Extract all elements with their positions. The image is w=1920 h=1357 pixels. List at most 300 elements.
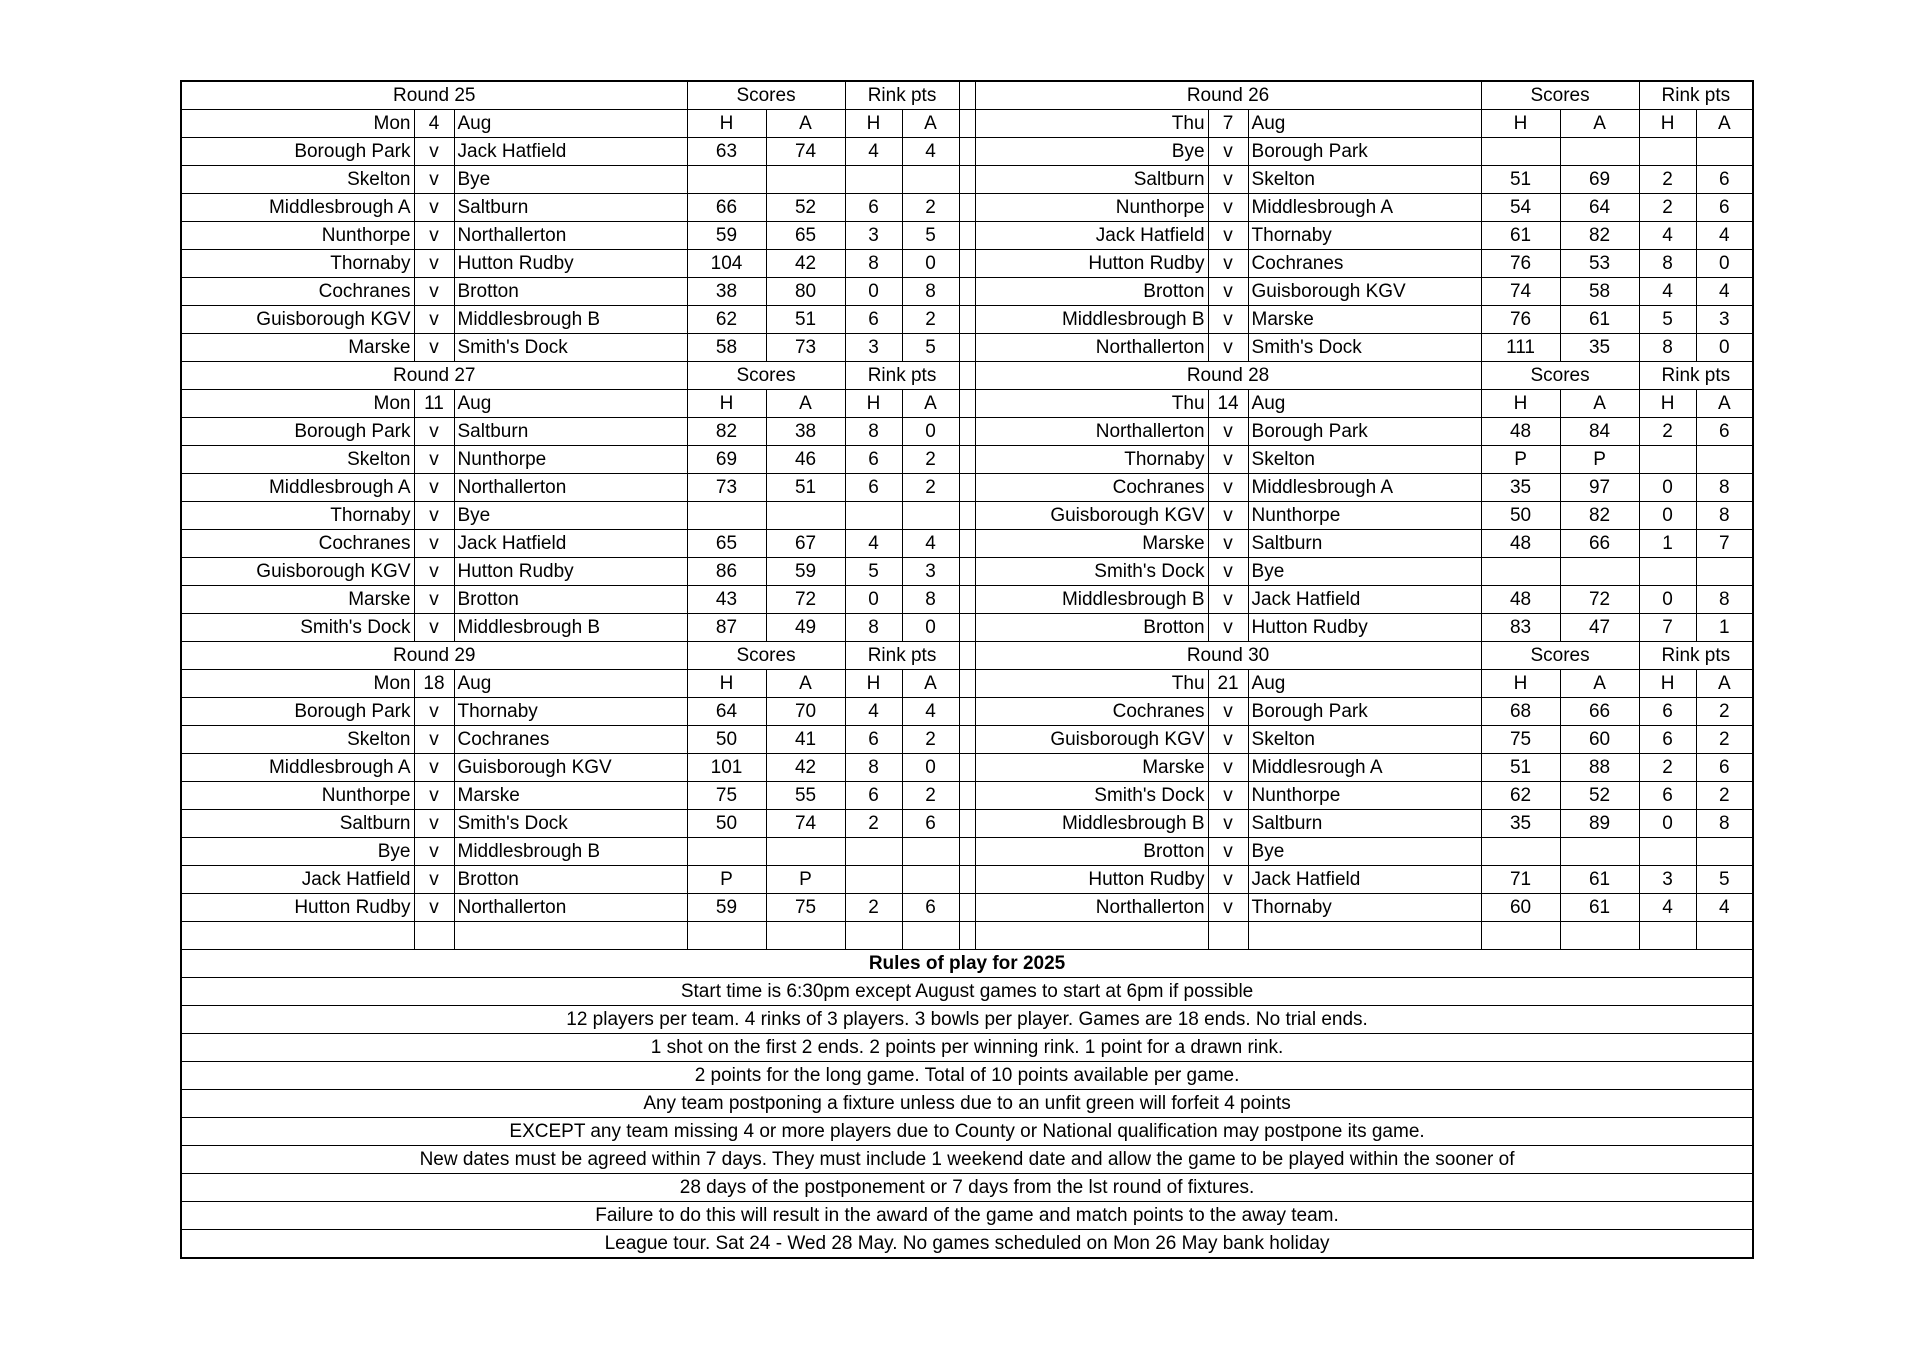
home-rink-points: 6 (1639, 698, 1696, 726)
rule-line: 28 days of the postponement or 7 days from the lst round of fixtures. (181, 1174, 1753, 1202)
away-team: Thornaby (1248, 222, 1481, 250)
home-team: Smith's Dock (975, 782, 1208, 810)
column-separator (959, 642, 975, 670)
home-rink-points: 6 (1639, 726, 1696, 754)
score-column-label: H (1481, 390, 1560, 418)
column-separator (959, 222, 975, 250)
scores-header: Scores (687, 81, 845, 110)
round-month: Aug (454, 390, 687, 418)
away-team: Skelton (1248, 726, 1481, 754)
home-rink-points: 6 (845, 194, 902, 222)
column-separator (959, 418, 975, 446)
home-score: 61 (1481, 222, 1560, 250)
home-team: Northallerton (975, 894, 1208, 922)
fixture-row (181, 866, 1753, 894)
versus-marker: v (414, 810, 454, 838)
away-team: Nunthorpe (1248, 782, 1481, 810)
column-separator (959, 250, 975, 278)
home-team: Borough Park (181, 138, 414, 166)
home-team: Jack Hatfield (975, 222, 1208, 250)
away-team: Saltburn (1248, 810, 1481, 838)
away-rink-points (902, 838, 959, 866)
away-score (766, 838, 845, 866)
empty-cell (181, 922, 414, 950)
rule-row (181, 1090, 1753, 1118)
home-rink-points: 2 (1639, 194, 1696, 222)
home-score: 48 (1481, 586, 1560, 614)
column-separator (959, 138, 975, 166)
home-team: Thornaby (975, 446, 1208, 474)
empty-cell (845, 922, 902, 950)
away-score: 46 (766, 446, 845, 474)
home-score (687, 166, 766, 194)
away-score: 52 (1560, 782, 1639, 810)
away-score: 89 (1560, 810, 1639, 838)
home-score: 35 (1481, 810, 1560, 838)
away-team: Borough Park (1248, 418, 1481, 446)
round-date-number: 7 (1208, 110, 1248, 138)
home-rink-points: 0 (1639, 474, 1696, 502)
empty-cell (414, 922, 454, 950)
scores-header: Scores (1481, 362, 1639, 390)
away-score: 64 (1560, 194, 1639, 222)
home-score: 69 (687, 446, 766, 474)
away-rink-points: 2 (902, 446, 959, 474)
fixture-row (181, 334, 1753, 362)
round-day: Thu (975, 390, 1208, 418)
rule-line: Failure to do this will result in the award of the game and match points to the away team. (181, 1202, 1753, 1230)
round-date-number: 4 (414, 110, 454, 138)
away-rink-points: 2 (902, 306, 959, 334)
away-team: Cochranes (454, 726, 687, 754)
score-column-label: A (766, 670, 845, 698)
home-score: 111 (1481, 334, 1560, 362)
rule-line: Start time is 6:30pm except August games to start at 6pm if possible (181, 978, 1753, 1006)
away-score: 49 (766, 614, 845, 642)
versus-marker: v (414, 474, 454, 502)
column-separator (959, 530, 975, 558)
away-score: 42 (766, 754, 845, 782)
round-day: Mon (181, 110, 414, 138)
home-score (687, 502, 766, 530)
away-team: Jack Hatfield (1248, 866, 1481, 894)
fixture-row (181, 194, 1753, 222)
home-rink-points: 2 (1639, 418, 1696, 446)
round-date-number: 11 (414, 390, 454, 418)
home-team: Thornaby (181, 250, 414, 278)
away-rink-points: 8 (1696, 810, 1753, 838)
home-rink-points: 7 (1639, 614, 1696, 642)
away-rink-points: 5 (1696, 866, 1753, 894)
rink-column-label: H (1639, 110, 1696, 138)
away-rink-points: 6 (902, 810, 959, 838)
empty-cell (1208, 922, 1248, 950)
rule-row (181, 1118, 1753, 1146)
fixture-row (181, 558, 1753, 586)
column-separator (959, 502, 975, 530)
versus-marker: v (414, 278, 454, 306)
rink-column-label: H (1639, 390, 1696, 418)
rule-row (181, 1034, 1753, 1062)
rule-row (181, 1146, 1753, 1174)
rule-line: EXCEPT any team missing 4 or more players due to County or National qualification may postpone its game. (181, 1118, 1753, 1146)
versus-marker: v (414, 138, 454, 166)
fixture-row (181, 838, 1753, 866)
away-rink-points: 2 (902, 474, 959, 502)
scores-header: Scores (687, 362, 845, 390)
home-score: 59 (687, 894, 766, 922)
round-title: Round 27 (181, 362, 687, 390)
versus-marker: v (414, 726, 454, 754)
round-header-row (181, 362, 1753, 390)
away-rink-points (1696, 838, 1753, 866)
round-date-row (181, 110, 1753, 138)
home-rink-points: 3 (845, 222, 902, 250)
away-score: 52 (766, 194, 845, 222)
home-team: Cochranes (181, 530, 414, 558)
column-separator (959, 866, 975, 894)
home-score (687, 838, 766, 866)
home-rink-points (845, 166, 902, 194)
empty-cell (1696, 922, 1753, 950)
away-team: Brotton (454, 278, 687, 306)
column-separator (959, 446, 975, 474)
away-rink-points: 3 (1696, 306, 1753, 334)
home-rink-points (845, 502, 902, 530)
home-team: Middlesbrough B (975, 586, 1208, 614)
away-rink-points: 5 (902, 334, 959, 362)
fixture-row (181, 894, 1753, 922)
column-separator (959, 194, 975, 222)
home-score: 62 (1481, 782, 1560, 810)
versus-marker: v (1208, 782, 1248, 810)
home-team: Middlesbrough A (181, 474, 414, 502)
home-rink-points: 8 (845, 614, 902, 642)
away-score: 67 (766, 530, 845, 558)
versus-marker: v (1208, 698, 1248, 726)
column-separator (959, 334, 975, 362)
column-separator (959, 922, 975, 950)
scores-header: Scores (1481, 642, 1639, 670)
score-column-label: H (687, 670, 766, 698)
column-separator (959, 586, 975, 614)
home-rink-points: 6 (845, 306, 902, 334)
home-score: 76 (1481, 306, 1560, 334)
home-rink-points (1639, 558, 1696, 586)
home-team: Nunthorpe (181, 782, 414, 810)
home-team: Smith's Dock (975, 558, 1208, 586)
home-score: 60 (1481, 894, 1560, 922)
rink-column-label: A (902, 110, 959, 138)
empty-cell (1639, 922, 1696, 950)
away-rink-points: 8 (1696, 474, 1753, 502)
versus-marker: v (414, 334, 454, 362)
score-column-label: H (1481, 110, 1560, 138)
rule-row (181, 1006, 1753, 1034)
away-rink-points: 0 (902, 614, 959, 642)
round-month: Aug (1248, 670, 1481, 698)
empty-cell (687, 922, 766, 950)
versus-marker: v (1208, 866, 1248, 894)
versus-marker: v (1208, 502, 1248, 530)
home-team: Northallerton (975, 334, 1208, 362)
versus-marker: v (1208, 810, 1248, 838)
home-score: 54 (1481, 194, 1560, 222)
away-rink-points: 6 (902, 894, 959, 922)
home-score: 59 (687, 222, 766, 250)
fixture-row (181, 446, 1753, 474)
rink-column-label: H (845, 110, 902, 138)
away-score: 51 (766, 474, 845, 502)
away-rink-points (1696, 138, 1753, 166)
away-score: 41 (766, 726, 845, 754)
home-score: 62 (687, 306, 766, 334)
away-score: 74 (766, 138, 845, 166)
away-team: Middlesbrough B (454, 614, 687, 642)
home-team: Cochranes (975, 698, 1208, 726)
home-rink-points: 4 (845, 698, 902, 726)
home-score: 75 (687, 782, 766, 810)
rule-row (181, 1062, 1753, 1090)
versus-marker: v (414, 838, 454, 866)
column-separator (959, 390, 975, 418)
home-team: Skelton (181, 726, 414, 754)
round-title: Round 25 (181, 81, 687, 110)
fixture-row (181, 166, 1753, 194)
round-header-row (181, 81, 1753, 110)
away-rink-points: 8 (902, 586, 959, 614)
away-team: Nunthorpe (1248, 502, 1481, 530)
rink-column-label: H (845, 390, 902, 418)
column-separator (959, 614, 975, 642)
fixture-row (181, 586, 1753, 614)
home-score: 86 (687, 558, 766, 586)
home-score: 66 (687, 194, 766, 222)
round-day: Mon (181, 390, 414, 418)
away-team: Nunthorpe (454, 446, 687, 474)
home-rink-points: 4 (1639, 222, 1696, 250)
versus-marker: v (1208, 586, 1248, 614)
away-rink-points (1696, 446, 1753, 474)
versus-marker: v (414, 586, 454, 614)
home-score (1481, 138, 1560, 166)
column-separator (959, 474, 975, 502)
away-team: Northallerton (454, 474, 687, 502)
home-rink-points: 6 (845, 474, 902, 502)
empty-cell (1560, 922, 1639, 950)
away-score: 72 (1560, 586, 1639, 614)
round-header-row (181, 642, 1753, 670)
away-rink-points: 2 (1696, 698, 1753, 726)
versus-marker: v (414, 306, 454, 334)
away-rink-points: 6 (1696, 166, 1753, 194)
away-score: 66 (1560, 698, 1639, 726)
away-score: 61 (1560, 306, 1639, 334)
away-score: 60 (1560, 726, 1639, 754)
column-separator (959, 166, 975, 194)
home-team: Hutton Rudby (181, 894, 414, 922)
rule-line: New dates must be agreed within 7 days. They must include 1 weekend date and allow the game to be played within the sooner of (181, 1146, 1753, 1174)
rules-title-row (181, 950, 1753, 978)
home-rink-points: 0 (845, 278, 902, 306)
home-team: Guisborough KGV (181, 558, 414, 586)
round-title: Round 26 (975, 81, 1481, 110)
home-score: 48 (1481, 418, 1560, 446)
away-score: 51 (766, 306, 845, 334)
away-team: Smith's Dock (1248, 334, 1481, 362)
fixture-row (181, 726, 1753, 754)
away-rink-points: 6 (1696, 754, 1753, 782)
rule-line: 12 players per team. 4 rinks of 3 players. 3 bowls per player. Games are 18 ends. No trial ends. (181, 1006, 1753, 1034)
home-team: Nunthorpe (181, 222, 414, 250)
home-team: Thornaby (181, 502, 414, 530)
fixtures-table (180, 80, 1754, 1259)
home-rink-points: 3 (1639, 866, 1696, 894)
home-rink-points: 8 (845, 754, 902, 782)
home-team: Marske (181, 334, 414, 362)
away-team: Brotton (454, 866, 687, 894)
score-column-label: A (766, 390, 845, 418)
column-separator (959, 110, 975, 138)
versus-marker: v (414, 502, 454, 530)
away-score: 97 (1560, 474, 1639, 502)
away-score: 69 (1560, 166, 1639, 194)
home-score: 58 (687, 334, 766, 362)
home-score: 87 (687, 614, 766, 642)
score-column-label: H (687, 110, 766, 138)
fixture-row (181, 810, 1753, 838)
versus-marker: v (414, 166, 454, 194)
home-rink-points: 8 (845, 250, 902, 278)
home-score: 104 (687, 250, 766, 278)
home-team: Middlesbrough B (975, 810, 1208, 838)
home-rink-points: 8 (1639, 334, 1696, 362)
home-team: Brotton (975, 278, 1208, 306)
fixture-row (181, 754, 1753, 782)
away-team: Marske (454, 782, 687, 810)
home-team: Saltburn (975, 166, 1208, 194)
column-separator (959, 782, 975, 810)
versus-marker: v (1208, 138, 1248, 166)
versus-marker: v (1208, 334, 1248, 362)
away-team: Brotton (454, 586, 687, 614)
away-rink-points: 8 (1696, 586, 1753, 614)
home-team: Marske (975, 754, 1208, 782)
rule-row (181, 1174, 1753, 1202)
away-team: Middlesbrough A (1248, 474, 1481, 502)
away-rink-points: 1 (1696, 614, 1753, 642)
rink-points-header: Rink pts (1639, 642, 1753, 670)
home-rink-points: 6 (845, 446, 902, 474)
empty-cell (975, 922, 1208, 950)
home-rink-points: 4 (1639, 894, 1696, 922)
fixture-row (181, 278, 1753, 306)
score-column-label: A (1560, 670, 1639, 698)
away-rink-points (902, 502, 959, 530)
away-rink-points: 4 (1696, 894, 1753, 922)
home-rink-points: 8 (845, 418, 902, 446)
home-team: Cochranes (975, 474, 1208, 502)
away-rink-points: 3 (902, 558, 959, 586)
home-rink-points: 2 (1639, 166, 1696, 194)
rule-line: 1 shot on the first 2 ends. 2 points per winning rink. 1 point for a drawn rink. (181, 1034, 1753, 1062)
score-column-label: H (687, 390, 766, 418)
empty-cell (902, 922, 959, 950)
away-score (1560, 138, 1639, 166)
away-score (1560, 838, 1639, 866)
home-score: 51 (1481, 754, 1560, 782)
away-team: Middlesbrough B (454, 306, 687, 334)
away-rink-points: 0 (1696, 334, 1753, 362)
versus-marker: v (1208, 838, 1248, 866)
versus-marker: v (414, 250, 454, 278)
home-rink-points: 0 (1639, 586, 1696, 614)
versus-marker: v (414, 222, 454, 250)
column-separator (959, 838, 975, 866)
versus-marker: v (1208, 614, 1248, 642)
away-score: 38 (766, 418, 845, 446)
home-score: 101 (687, 754, 766, 782)
fixture-row (181, 502, 1753, 530)
round-month: Aug (454, 670, 687, 698)
home-team: Borough Park (181, 698, 414, 726)
home-rink-points: 4 (1639, 278, 1696, 306)
versus-marker: v (414, 194, 454, 222)
home-score: 74 (1481, 278, 1560, 306)
away-team: Smith's Dock (454, 334, 687, 362)
versus-marker: v (1208, 726, 1248, 754)
home-score (1481, 838, 1560, 866)
versus-marker: v (1208, 222, 1248, 250)
rule-line: League tour. Sat 24 - Wed 28 May. No games scheduled on Mon 26 May bank holiday (181, 1230, 1753, 1259)
column-separator (959, 698, 975, 726)
score-column-label: A (766, 110, 845, 138)
fixture-row (181, 306, 1753, 334)
rule-row (181, 978, 1753, 1006)
away-score: 35 (1560, 334, 1639, 362)
scores-header: Scores (687, 642, 845, 670)
away-score: 55 (766, 782, 845, 810)
home-score: 35 (1481, 474, 1560, 502)
away-rink-points: 0 (902, 418, 959, 446)
home-team: Smith's Dock (181, 614, 414, 642)
round-title: Round 28 (975, 362, 1481, 390)
away-rink-points: 4 (902, 698, 959, 726)
away-rink-points: 2 (1696, 726, 1753, 754)
scores-header: Scores (1481, 81, 1639, 110)
score-column-label: A (1560, 110, 1639, 138)
home-score: P (1481, 446, 1560, 474)
away-team: Smith's Dock (454, 810, 687, 838)
spacer-row (181, 922, 1753, 950)
home-team: Brotton (975, 614, 1208, 642)
home-rink-points: 2 (845, 810, 902, 838)
versus-marker: v (414, 782, 454, 810)
empty-cell (454, 922, 687, 950)
column-separator (959, 754, 975, 782)
versus-marker: v (1208, 418, 1248, 446)
rule-line: Any team postponing a fixture unless due to an unfit green will forfeit 4 points (181, 1090, 1753, 1118)
home-rink-points: 3 (845, 334, 902, 362)
away-team: Northallerton (454, 222, 687, 250)
round-day: Mon (181, 670, 414, 698)
fixture-row (181, 418, 1753, 446)
empty-cell (1248, 922, 1481, 950)
rink-points-header: Rink pts (845, 81, 959, 110)
home-team: Bye (975, 138, 1208, 166)
away-team: Guisborough KGV (454, 754, 687, 782)
away-team: Borough Park (1248, 138, 1481, 166)
